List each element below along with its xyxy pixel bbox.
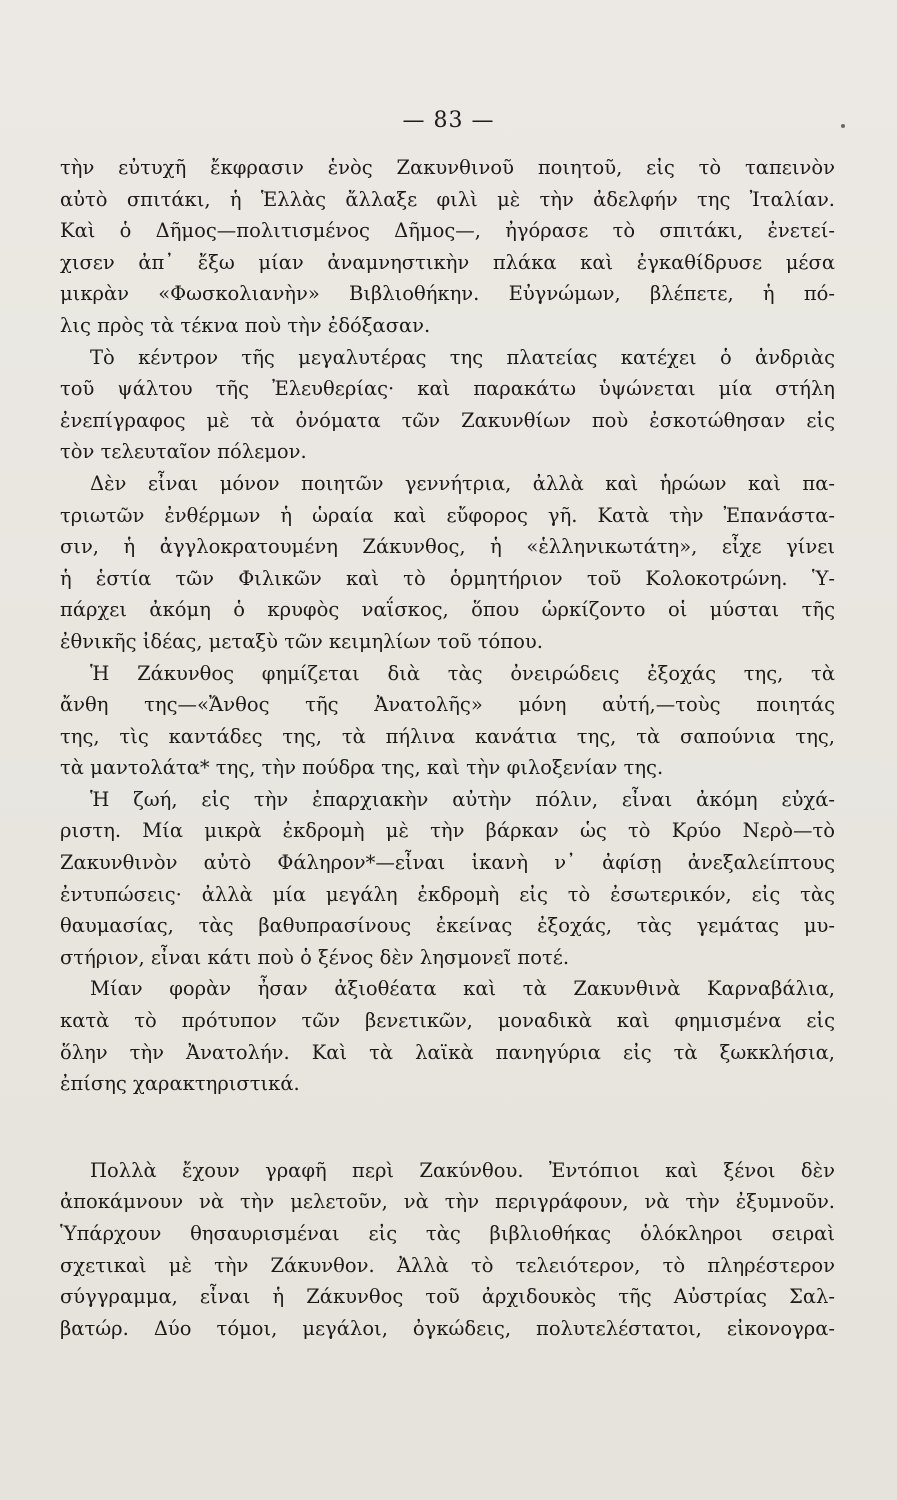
text-line: Πολλὰ ἔχουν γραφῆ περὶ Ζακύνθου. Ἐντόπιοι καὶ ξένοι δὲν xyxy=(90,1158,835,1182)
text-line: ἐνεπίγραφος μὲ τὰ ὀνόματα τῶν Ζακυνθίων ποὺ ἐσκοτώθησαν εἰς xyxy=(60,408,835,432)
paragraph xyxy=(60,152,835,342)
paragraph xyxy=(60,1155,835,1345)
text-line: τοῦ ψάλτου τῆς Ἐλευθερίας· καὶ παρακάτω ὑψώνεται μία στήλη xyxy=(60,377,835,401)
text-line: Ἡ ζωή, εἰς τὴν ἐπαρχιακὴν αὐτὴν πόλιν, εἶναι ἀκόμη εὐχά- xyxy=(90,787,835,811)
text-line: ἐντυπώσεις· ἀλλὰ μία μεγάλη ἐκδρομὴ εἰς τὸ ἐσωτερικόν, εἰς τὰς xyxy=(60,882,835,906)
text-line: Ζακυνθινὸν αὐτὸ Φάληρον*—εἶναι ἱκανὴ ν᾽ ἀφίσῃ ἀνεξαλείπτους xyxy=(60,851,835,875)
text-line: σχετικαὶ μὲ τὴν Ζάκυνθον. Ἀλλὰ τὸ τελειότερον, τὸ πληρέστερον xyxy=(60,1253,835,1277)
text-line: θαυμασίας, τὰς βαθυπρασίνους ἐκείνας ἐξοχάς, τὰς γεμάτας μυ- xyxy=(60,914,835,938)
text-line: τὰ μαντολάτα* της, τὴν πούδρα της, καὶ τὴν φιλοξενίαν της. xyxy=(60,756,664,780)
text-line: τὸν τελευταῖον πόλεμον. xyxy=(60,440,307,464)
text-line: χισεν ἀπ᾽ ἔξω μίαν ἀναμνηστικὴν πλάκα καὶ ἐγκαθίδρυσε μέσα xyxy=(60,250,835,274)
text-line: Δὲν εἶναι μόνον ποιητῶν γεννήτρια, ἀλλὰ καὶ ἡρώων καὶ πα- xyxy=(90,471,835,495)
text-line: μικρὰν «Φωσκολιανὴν» Βιβλιοθήκην. Εὐγνώμων, βλέπετε, ἡ πό- xyxy=(60,282,835,306)
text-line: ἄνθη της—«Ἄνθος τῆς Ἀνατολῆς» μόνη αὐτή,—τοὺς ποιητάς xyxy=(60,693,835,717)
text-line: βατώρ. Δύο τόμοι, μεγάλοι, ὀγκώδεις, πολυτελέστατοι, εἰκονογρα- xyxy=(60,1316,835,1340)
text-line: κατὰ τὸ πρότυπον τῶν βενετικῶν, μοναδικὰ καὶ φημισμένα εἰς xyxy=(60,1009,835,1033)
section-gap xyxy=(60,1100,835,1155)
text-line: τὴν εὐτυχῆ ἔκφρασιν ἑνὸς Ζακυνθινοῦ ποιητοῦ, εἰς τὸ ταπεινὸν xyxy=(60,156,835,179)
text-line: της, τὶς καντάδες της, τὰ πήλινα κανάτια της, τὰ σαπούνια της, xyxy=(60,724,835,748)
text-line: ὅλην τὴν Ἀνατολήν. Καὶ τὰ λαϊκὰ πανηγύρια εἰς τὰ ξωκκλήσια, xyxy=(60,1040,835,1064)
text-line: Ὑπάρχουν θησαυρισμέναι εἰς τὰς βιβλιοθήκας ὁλόκληροι σειραὶ xyxy=(60,1222,835,1245)
text-line: Μίαν φορὰν ἦσαν ἀξιοθέατα καὶ τὰ Ζακυνθινὰ Καρναβάλια, xyxy=(90,977,835,1001)
text-line: Τὸ κέντρον τῆς μεγαλυτέρας της πλατείας κατέχει ὁ ἀνδριὰς xyxy=(90,345,835,369)
text-line: Ἡ Ζάκυνθος φημίζεται διὰ τὰς ὀνειρώδεις ἐξοχάς της, τὰ xyxy=(90,661,835,685)
text-line: αὐτὸ σπιτάκι, ἡ Ἑλλὰς ἄλλαξε φιλὶ μὲ τὴν ἀδελφήν της Ἰταλίαν. xyxy=(60,187,835,211)
text-line: ἀποκάμνουν νὰ τὴν μελετοῦν, νὰ τὴν περιγράφουν, νὰ τὴν ἐξυμνοῦν. xyxy=(60,1190,835,1214)
text-line: ἐθνικῆς ἰδέας, μεταξὺ τῶν κειμηλίων τοῦ τόπου. xyxy=(60,629,543,653)
text-line: ριστη. Μία μικρὰ ἐκδρομὴ μὲ τὴν βάρκαν ὡς τὸ Κρύο Νερὸ—τὸ xyxy=(60,819,835,843)
text-line: Καὶ ὁ Δῆμος—πολιτισμένος Δῆμος—, ἠγόρασε τὸ σπιτάκι, ἐνετεί- xyxy=(60,219,835,243)
text-line: σιν, ἡ ἀγγλοκρατουμένη Ζάκυνθος, ἡ «ἑλληνικωτάτη», εἶχε γίνει xyxy=(60,535,835,559)
paragraph xyxy=(60,468,835,658)
text-line: στήριον, εἶναι κάτι ποὺ ὁ ξένος δὲν λησμονεῖ ποτέ. xyxy=(60,945,570,969)
text-line: λις πρὸς τὰ τέκνα ποὺ τὴν ἐδόξασαν. xyxy=(60,313,431,337)
text-line: σύγγραμμα, εἶναι ἡ Ζάκυνθος τοῦ ἀρχιδουκὸς τῆς Αὐστρίας Σαλ- xyxy=(60,1285,835,1309)
body-text xyxy=(60,152,835,1344)
paragraph xyxy=(60,784,835,974)
text-line: ἐπίσης χαρακτηριστικά. xyxy=(60,1072,300,1096)
paragraph xyxy=(60,658,835,784)
paragraph xyxy=(60,973,835,1099)
text-line: πάρχει ἀκόμη ὁ κρυφὸς ναΐσκος, ὅπου ὡρκίζοντο οἱ μύσται τῆς xyxy=(60,598,835,622)
page-number: — 83 — xyxy=(402,108,495,133)
text-line: τριωτῶν ἐνθέρμων ἡ ὡραία καὶ εὔφορος γῆ. Κατὰ τὴν Ἐπανάστα- xyxy=(60,503,835,527)
paragraph xyxy=(60,342,835,468)
text-line: ἡ ἑστία τῶν Φιλικῶν καὶ τὸ ὁρμητήριον τοῦ Κολοκοτρώνη. Ὑ- xyxy=(60,566,835,590)
